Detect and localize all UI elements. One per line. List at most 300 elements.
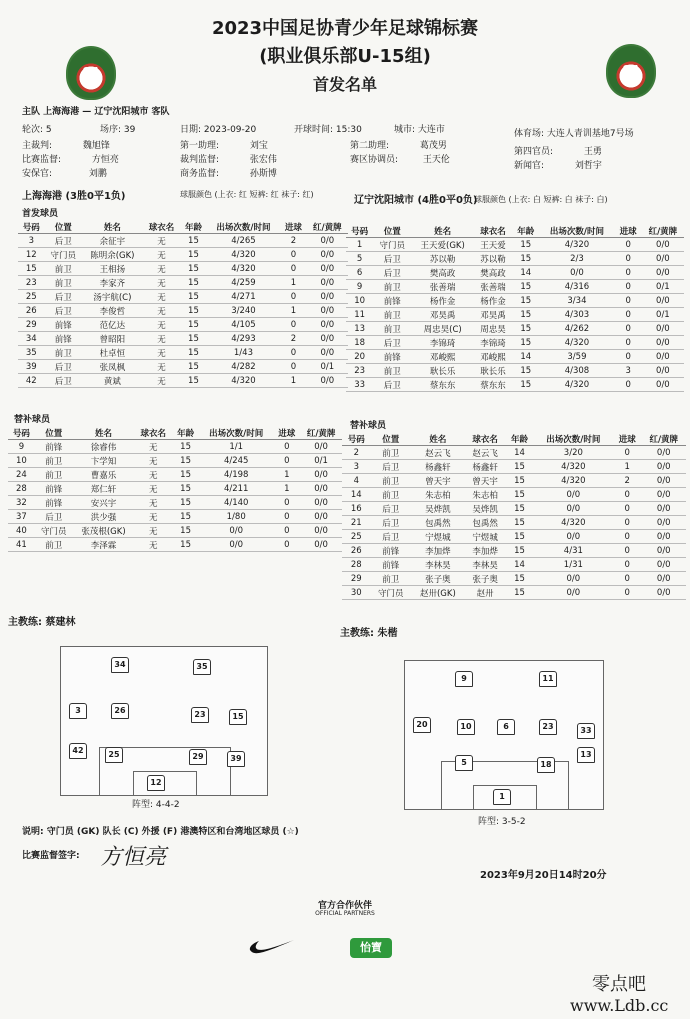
table-row <box>346 322 684 336</box>
table-cell: 包禹然 <box>411 516 465 530</box>
table-row <box>346 350 684 364</box>
table-cell: 15 <box>512 336 539 350</box>
table-cell: 13 <box>346 322 373 336</box>
table-cell: 张子奥 <box>411 572 465 586</box>
col-position: 位置 <box>371 432 411 446</box>
table-cell: 后卫 <box>45 290 82 304</box>
table-cell: 后卫 <box>45 304 82 318</box>
table-cell: 无 <box>143 248 180 262</box>
meta-date: 日期: 2023-09-20 <box>180 125 257 135</box>
table-cell: 0/0 <box>307 332 348 346</box>
table-cell: 35 <box>18 346 45 360</box>
table-cell: 0 <box>615 350 642 364</box>
table-row <box>8 524 342 538</box>
table-cell: 10 <box>8 454 35 468</box>
table-cell: 18 <box>346 336 373 350</box>
table-cell: 0 <box>615 238 642 252</box>
home-player-shirt: 34 <box>111 657 129 673</box>
table-cell: 0/0 <box>534 572 613 586</box>
table-cell: 王天爱 <box>474 238 512 252</box>
table-cell: 26 <box>18 304 45 318</box>
col-age: 年龄 <box>505 432 534 446</box>
meta-match-no: 场序: 39 <box>100 125 136 135</box>
table-cell: 邓昊禹 <box>474 308 512 322</box>
table-cell: 赵云飞 <box>411 446 465 460</box>
table-cell: 15 <box>505 572 534 586</box>
table-cell: 无 <box>143 262 180 276</box>
table-cell: 0/0 <box>300 482 342 496</box>
home-coach: 主教练: 蔡建林 <box>8 617 76 628</box>
table-cell: 前卫 <box>373 308 411 322</box>
watermark-text: 零点吧 <box>592 974 646 995</box>
table-cell: 12 <box>18 248 45 262</box>
table-cell: 4/211 <box>199 482 273 496</box>
table-cell: 0/0 <box>300 524 342 538</box>
table-cell: 4/31 <box>534 544 613 558</box>
away-player-shirt: 1 <box>493 789 511 805</box>
table-cell: 5 <box>346 252 373 266</box>
table-cell: 15 <box>180 276 207 290</box>
table-cell: 39 <box>18 360 45 374</box>
table-cell: 4/316 <box>539 280 614 294</box>
table-cell: 后卫 <box>371 516 411 530</box>
table-cell: 28 <box>342 558 371 572</box>
meta-security: 安保官: 刘鹏 <box>22 169 107 179</box>
table-cell: 0/0 <box>307 234 348 248</box>
table-row <box>18 234 348 248</box>
table-cell: 15 <box>512 294 539 308</box>
table-cell: 0/0 <box>539 266 614 280</box>
table-cell: 32 <box>8 496 35 510</box>
table-cell: 苏以勒 <box>411 252 474 266</box>
table-row <box>18 248 348 262</box>
table-cell: 卞学知 <box>73 454 135 468</box>
table-cell: 0 <box>273 440 300 454</box>
table-row <box>346 336 684 350</box>
table-row <box>346 238 684 252</box>
table-cell: 6 <box>346 266 373 280</box>
table-row <box>342 558 686 572</box>
table-cell: 前锋 <box>35 496 73 510</box>
home-player-shirt: 23 <box>191 707 209 723</box>
table-row <box>18 332 348 346</box>
table-cell: 前锋 <box>45 318 82 332</box>
table-cell: 无 <box>134 468 172 482</box>
table-cell: 0/0 <box>534 530 613 544</box>
table-cell: 4/308 <box>539 364 614 378</box>
table-cell: 守门员 <box>371 586 411 600</box>
table-cell: 0/0 <box>300 538 342 552</box>
table-cell: 2 <box>280 332 307 346</box>
table-cell: 0/0 <box>642 336 684 350</box>
table-cell: 无 <box>143 360 180 374</box>
table-cell: 邓昊禹 <box>411 308 474 322</box>
meta-business: 商务监督: 孙斯博 <box>180 169 277 179</box>
table-cell: 0 <box>613 572 642 586</box>
table-cell: 26 <box>342 544 371 558</box>
home-player-shirt: 15 <box>229 709 247 725</box>
table-cell: 张茂根(GK) <box>73 524 135 538</box>
table-cell: 28 <box>8 482 35 496</box>
table-cell: 3 <box>342 460 371 474</box>
table-cell: 范亿达 <box>82 318 143 332</box>
table-cell: 0 <box>613 488 642 502</box>
table-cell: 0/0 <box>307 248 348 262</box>
table-cell: 14 <box>512 350 539 364</box>
table-cell: 23 <box>18 276 45 290</box>
table-cell: 0/0 <box>307 262 348 276</box>
table-cell: 0/0 <box>642 502 686 516</box>
partners-label-en: OFFICIAL PARTNERS <box>315 910 375 917</box>
meta-ra: 裁判监督: 张宏伟 <box>180 155 277 165</box>
table-cell: 无 <box>143 234 180 248</box>
table-cell: 杨鑫轩 <box>411 460 465 474</box>
col-cards: 红/黄牌 <box>300 426 342 440</box>
meta-fourth: 第四官员: 王勇 <box>514 147 602 157</box>
col-number: 号码 <box>346 224 373 238</box>
table-cell: 0 <box>280 290 307 304</box>
table-cell: 前卫 <box>373 322 411 336</box>
table-cell: 3/34 <box>539 294 614 308</box>
table-cell: 37 <box>8 510 35 524</box>
table-row <box>18 374 348 388</box>
table-cell: 1 <box>613 460 642 474</box>
table-cell: 10 <box>346 294 373 308</box>
table-cell: 15 <box>172 482 199 496</box>
table-cell: 吴烨凯 <box>411 502 465 516</box>
home-formation: 阵型: 4-4-2 <box>132 800 180 810</box>
table-cell: 15 <box>172 524 199 538</box>
cfa-logo-left: CFA <box>66 46 116 100</box>
table-cell: 0 <box>615 322 642 336</box>
away-subs-label: 替补球员 <box>350 421 387 431</box>
table-cell: 陈明余(GK) <box>82 248 143 262</box>
table-cell: 2/3 <box>539 252 614 266</box>
table-row <box>342 572 686 586</box>
table-cell: 赵云飞 <box>465 446 505 460</box>
table-cell: 0/0 <box>534 488 613 502</box>
col-goals: 进球 <box>613 432 642 446</box>
table-cell: 0/0 <box>642 586 686 600</box>
table-cell: 0/0 <box>642 294 684 308</box>
col-cards: 红/黄牌 <box>307 220 348 234</box>
table-cell: 前卫 <box>373 280 411 294</box>
table-cell: 后卫 <box>35 510 73 524</box>
table-cell: 0/0 <box>642 558 686 572</box>
col-number: 号码 <box>18 220 45 234</box>
table-cell: 0 <box>273 496 300 510</box>
table-cell: 0 <box>613 516 642 530</box>
table-row <box>342 530 686 544</box>
table-cell: 李林昊 <box>465 558 505 572</box>
table-cell: 1 <box>273 482 300 496</box>
col-position: 位置 <box>45 220 82 234</box>
home-player-shirt: 39 <box>227 751 245 767</box>
table-cell: 15 <box>180 290 207 304</box>
table-row <box>342 516 686 530</box>
col-age: 年龄 <box>172 426 199 440</box>
away-player-shirt: 5 <box>455 755 473 771</box>
table-cell: 前卫 <box>371 446 411 460</box>
table-cell: 无 <box>134 454 172 468</box>
col-name: 姓名 <box>82 220 143 234</box>
table-row <box>8 440 342 454</box>
partners-label: 官方合作伙伴 <box>317 901 372 911</box>
table-cell: 20 <box>346 350 373 364</box>
table-cell: 前锋 <box>35 482 73 496</box>
table-row <box>8 482 342 496</box>
table-cell: 0 <box>613 502 642 516</box>
col-position: 位置 <box>35 426 73 440</box>
table-cell: 4/198 <box>199 468 273 482</box>
table-cell: 李锦琦 <box>474 336 512 350</box>
table-cell: 余征宇 <box>82 234 143 248</box>
table-cell: 25 <box>342 530 371 544</box>
table-cell: 15 <box>505 474 534 488</box>
table-cell: 0/1 <box>307 360 348 374</box>
table-cell: 0/1 <box>642 308 684 322</box>
col-number: 号码 <box>342 432 371 446</box>
home-formation-pitch <box>60 646 268 796</box>
table-cell: 1/43 <box>207 346 280 360</box>
table-cell: 4/245 <box>199 454 273 468</box>
table-cell: 0 <box>273 538 300 552</box>
table-cell: 0/0 <box>534 502 613 516</box>
table-cell: 守门员 <box>35 524 73 538</box>
table-cell: 15 <box>505 530 534 544</box>
col-number: 号码 <box>8 426 35 440</box>
home-subs-header <box>8 426 342 440</box>
col-name: 姓名 <box>411 432 465 446</box>
home-goal-box <box>133 771 197 795</box>
away-player-shirt: 33 <box>577 723 595 739</box>
table-cell: 后卫 <box>373 336 411 350</box>
col-shirt-name: 球衣名 <box>474 224 512 238</box>
table-cell: 曹嘉乐 <box>73 468 135 482</box>
table-cell: 后卫 <box>373 378 411 392</box>
table-cell: 3 <box>18 234 45 248</box>
table-cell: 3/20 <box>534 446 613 460</box>
col-goals: 进球 <box>280 220 307 234</box>
table-cell: 1/1 <box>199 440 273 454</box>
table-cell: 前卫 <box>371 488 411 502</box>
table-cell: 3 <box>615 364 642 378</box>
table-cell: 15 <box>505 544 534 558</box>
legend-note: 说明: 守门员 (GK) 队长 (C) 外援 (F) 港澳特区和台湾地区球员 (☆) <box>22 827 299 837</box>
table-cell: 15 <box>180 374 207 388</box>
table-cell: 周忠昊 <box>474 322 512 336</box>
table-cell: 0 <box>615 252 642 266</box>
table-row <box>346 308 684 322</box>
table-cell: 15 <box>180 262 207 276</box>
table-cell: 0/1 <box>642 280 684 294</box>
table-cell: 15 <box>505 460 534 474</box>
table-row <box>346 378 684 392</box>
home-player-shirt: 12 <box>147 775 165 791</box>
table-cell: 4/140 <box>199 496 273 510</box>
table-cell: 15 <box>180 234 207 248</box>
table-row <box>8 454 342 468</box>
table-cell: 前卫 <box>35 468 73 482</box>
table-cell: 30 <box>342 586 371 600</box>
away-player-shirt: 9 <box>455 671 473 687</box>
table-cell: 4/262 <box>539 322 614 336</box>
table-row <box>18 290 348 304</box>
table-cell: 李锦琦 <box>411 336 474 350</box>
table-cell: 樊高政 <box>411 266 474 280</box>
table-row <box>342 544 686 558</box>
table-cell: 0/0 <box>642 364 684 378</box>
table-cell: 15 <box>512 252 539 266</box>
table-cell: 4/271 <box>207 290 280 304</box>
table-cell: 34 <box>18 332 45 346</box>
table-cell: 14 <box>512 266 539 280</box>
table-cell: 耿长乐 <box>474 364 512 378</box>
col-shirt-name: 球衣名 <box>465 432 505 446</box>
table-cell: 后卫 <box>45 360 82 374</box>
table-cell: 无 <box>143 374 180 388</box>
home-starters-label: 首发球员 <box>22 209 59 219</box>
table-cell: 4/320 <box>539 336 614 350</box>
table-cell: 0/0 <box>307 318 348 332</box>
table-cell: 0/0 <box>307 346 348 360</box>
table-cell: 前卫 <box>45 262 82 276</box>
table-cell: 张凤枫 <box>82 360 143 374</box>
table-cell: 11 <box>346 308 373 322</box>
table-cell: 1 <box>280 276 307 290</box>
col-position: 位置 <box>373 224 411 238</box>
table-cell: 25 <box>18 290 45 304</box>
table-cell: 2 <box>613 474 642 488</box>
table-cell: 张善瑞 <box>474 280 512 294</box>
away-subs-table <box>342 432 686 600</box>
table-cell: 4/320 <box>207 248 280 262</box>
table-cell: 前卫 <box>35 454 73 468</box>
col-goals: 进球 <box>273 426 300 440</box>
table-cell: 后卫 <box>371 502 411 516</box>
table-row <box>18 262 348 276</box>
table-cell: 15 <box>512 308 539 322</box>
away-formation-pitch <box>404 660 604 810</box>
table-cell: 前卫 <box>35 538 73 552</box>
home-player-shirt: 25 <box>105 747 123 763</box>
table-cell: 王天爱(GK) <box>411 238 474 252</box>
table-cell: 0/0 <box>642 572 686 586</box>
table-cell: 16 <box>342 502 371 516</box>
home-player-shirt: 3 <box>69 703 87 719</box>
home-starters-header <box>18 220 348 234</box>
table-cell: 包禹然 <box>465 516 505 530</box>
table-cell: 0 <box>273 510 300 524</box>
table-cell: 赵卅 <box>465 586 505 600</box>
away-kit: 球服颜色 (上衣: 白 短裤: 白 袜子: 白) <box>474 195 608 204</box>
away-player-shirt: 13 <box>577 747 595 763</box>
tournament-subtitle: (职业俱乐部U-15组) <box>259 46 431 67</box>
table-cell: 0/0 <box>642 350 684 364</box>
col-shirt-name: 球衣名 <box>143 220 180 234</box>
home-subs-label: 替补球员 <box>14 415 51 425</box>
away-player-shirt: 11 <box>539 671 557 687</box>
table-cell: 无 <box>134 440 172 454</box>
table-cell: 张善瑞 <box>411 280 474 294</box>
table-cell: 0/0 <box>307 304 348 318</box>
col-apps: 出场次数/时间 <box>539 224 614 238</box>
table-cell: 无 <box>143 332 180 346</box>
home-subs-table <box>8 426 342 552</box>
away-team-name: 辽宁沈阳城市 (4胜0平0负) <box>354 195 478 206</box>
col-apps: 出场次数/时间 <box>534 432 613 446</box>
table-row <box>18 318 348 332</box>
table-row <box>18 346 348 360</box>
table-cell: 15 <box>180 360 207 374</box>
table-cell: 0/0 <box>642 266 684 280</box>
table-cell: 杜卓恒 <box>82 346 143 360</box>
table-cell: 4/259 <box>207 276 280 290</box>
home-player-shirt: 26 <box>111 703 129 719</box>
table-cell: 15 <box>512 364 539 378</box>
table-cell: 0/0 <box>199 538 273 552</box>
table-cell: 0/0 <box>642 460 686 474</box>
table-cell: 0/0 <box>642 516 686 530</box>
table-cell: 邓峻熙 <box>474 350 512 364</box>
table-cell: 无 <box>143 346 180 360</box>
match-commissioner-signature: 方恒亮 <box>100 845 167 870</box>
table-cell: 15 <box>180 318 207 332</box>
col-cards: 红/黄牌 <box>642 224 684 238</box>
table-cell: 15 <box>172 496 199 510</box>
table-cell: 15 <box>172 454 199 468</box>
table-cell: 0/0 <box>300 496 342 510</box>
table-cell: 0/0 <box>642 544 686 558</box>
table-cell: 15 <box>172 538 199 552</box>
table-cell: 前锋 <box>371 558 411 572</box>
table-cell: 曾天宇 <box>465 474 505 488</box>
table-cell: 24 <box>8 468 35 482</box>
col-cards: 红/黄牌 <box>642 432 686 446</box>
meta-kickoff: 开球时间: 15:30 <box>294 125 362 135</box>
away-player-shirt: 6 <box>497 719 515 735</box>
table-cell: 0 <box>613 446 642 460</box>
table-cell: 1 <box>346 238 373 252</box>
document-datetime: 2023年9月20日14时20分 <box>480 870 607 881</box>
col-age: 年龄 <box>512 224 539 238</box>
table-cell: 无 <box>143 318 180 332</box>
table-cell: 0 <box>280 346 307 360</box>
table-cell: 0/0 <box>300 510 342 524</box>
table-cell: 15 <box>180 304 207 318</box>
table-cell: 前卫 <box>45 276 82 290</box>
table-cell: 1 <box>280 304 307 318</box>
table-cell: 4/293 <box>207 332 280 346</box>
table-cell: 23 <box>346 364 373 378</box>
table-cell: 0 <box>615 308 642 322</box>
away-subs-header <box>342 432 686 446</box>
table-cell: 15 <box>18 262 45 276</box>
meta-coord: 赛区协调员: 王天伦 <box>350 155 450 165</box>
table-cell: 汤宇航(C) <box>82 290 143 304</box>
table-cell: 0 <box>273 524 300 538</box>
home-starters-table <box>18 220 348 388</box>
table-row <box>346 364 684 378</box>
table-row <box>342 586 686 600</box>
table-cell: 1 <box>273 468 300 482</box>
table-cell: 4/265 <box>207 234 280 248</box>
col-apps: 出场次数/时间 <box>199 426 273 440</box>
table-cell: 黄斌 <box>82 374 143 388</box>
table-cell: 15 <box>172 440 199 454</box>
table-cell: 15 <box>505 502 534 516</box>
table-cell: 后卫 <box>371 530 411 544</box>
